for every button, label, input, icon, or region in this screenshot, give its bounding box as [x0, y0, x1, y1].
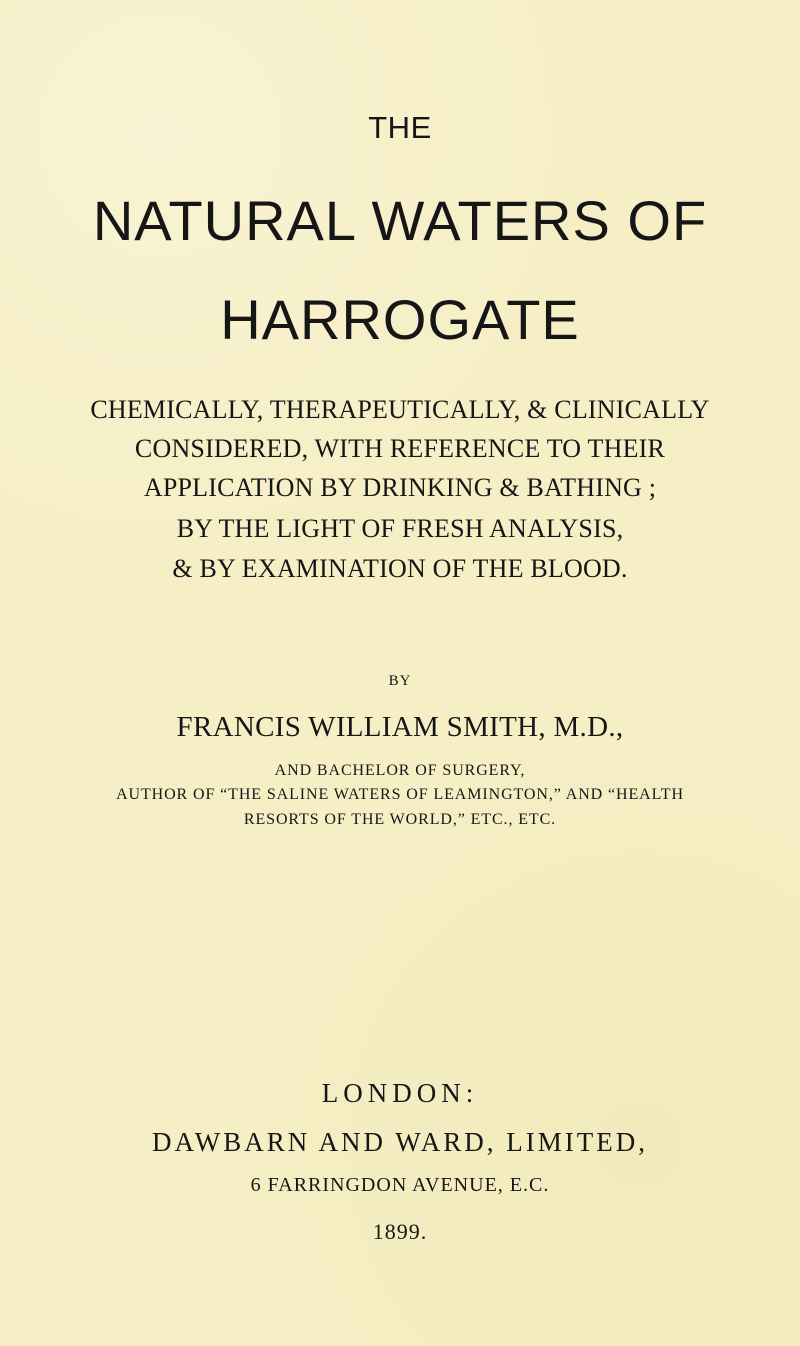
publication-year: 1899.	[372, 1219, 428, 1244]
publication-city: LONDON:	[321, 1078, 479, 1108]
by-line: BY	[388, 673, 412, 689]
author-name: FRANCIS WILLIAM SMITH, M.D.,	[176, 711, 624, 743]
author-credential-line-2: AUTHOR OF “THE SALINE WATERS OF LEAMINGTON,” AND “HEALTH	[116, 786, 684, 803]
main-title-line-1: NATURAL WATERS OF	[92, 189, 708, 252]
subtitle-line-1: CHEMICALLY, THERAPEUTICALLY, & CLINICALLY	[90, 395, 710, 424]
publisher-address: 6 FARRINGDON AVENUE, E.C.	[250, 1174, 550, 1196]
subtitle-line-5: & BY EXAMINATION OF THE BLOOD.	[172, 554, 628, 583]
author-credential-line-1: AND BACHELOR OF SURGERY,	[274, 762, 526, 779]
subtitle-line-2: CONSIDERED, WITH REFERENCE TO THEIR	[134, 434, 666, 463]
subtitle-line-3: APPLICATION BY DRINKING & BATHING ;	[143, 473, 657, 502]
publisher-name: DAWBARN AND WARD, LIMITED,	[151, 1127, 649, 1157]
main-title-line-2: HARROGATE	[220, 288, 580, 351]
title-intro: THE	[368, 110, 432, 145]
author-credential-line-3: RESORTS OF THE WORLD,” ETC., ETC.	[243, 811, 557, 828]
subtitle-line-4: BY THE LIGHT OF FRESH ANALYSIS,	[176, 514, 624, 543]
